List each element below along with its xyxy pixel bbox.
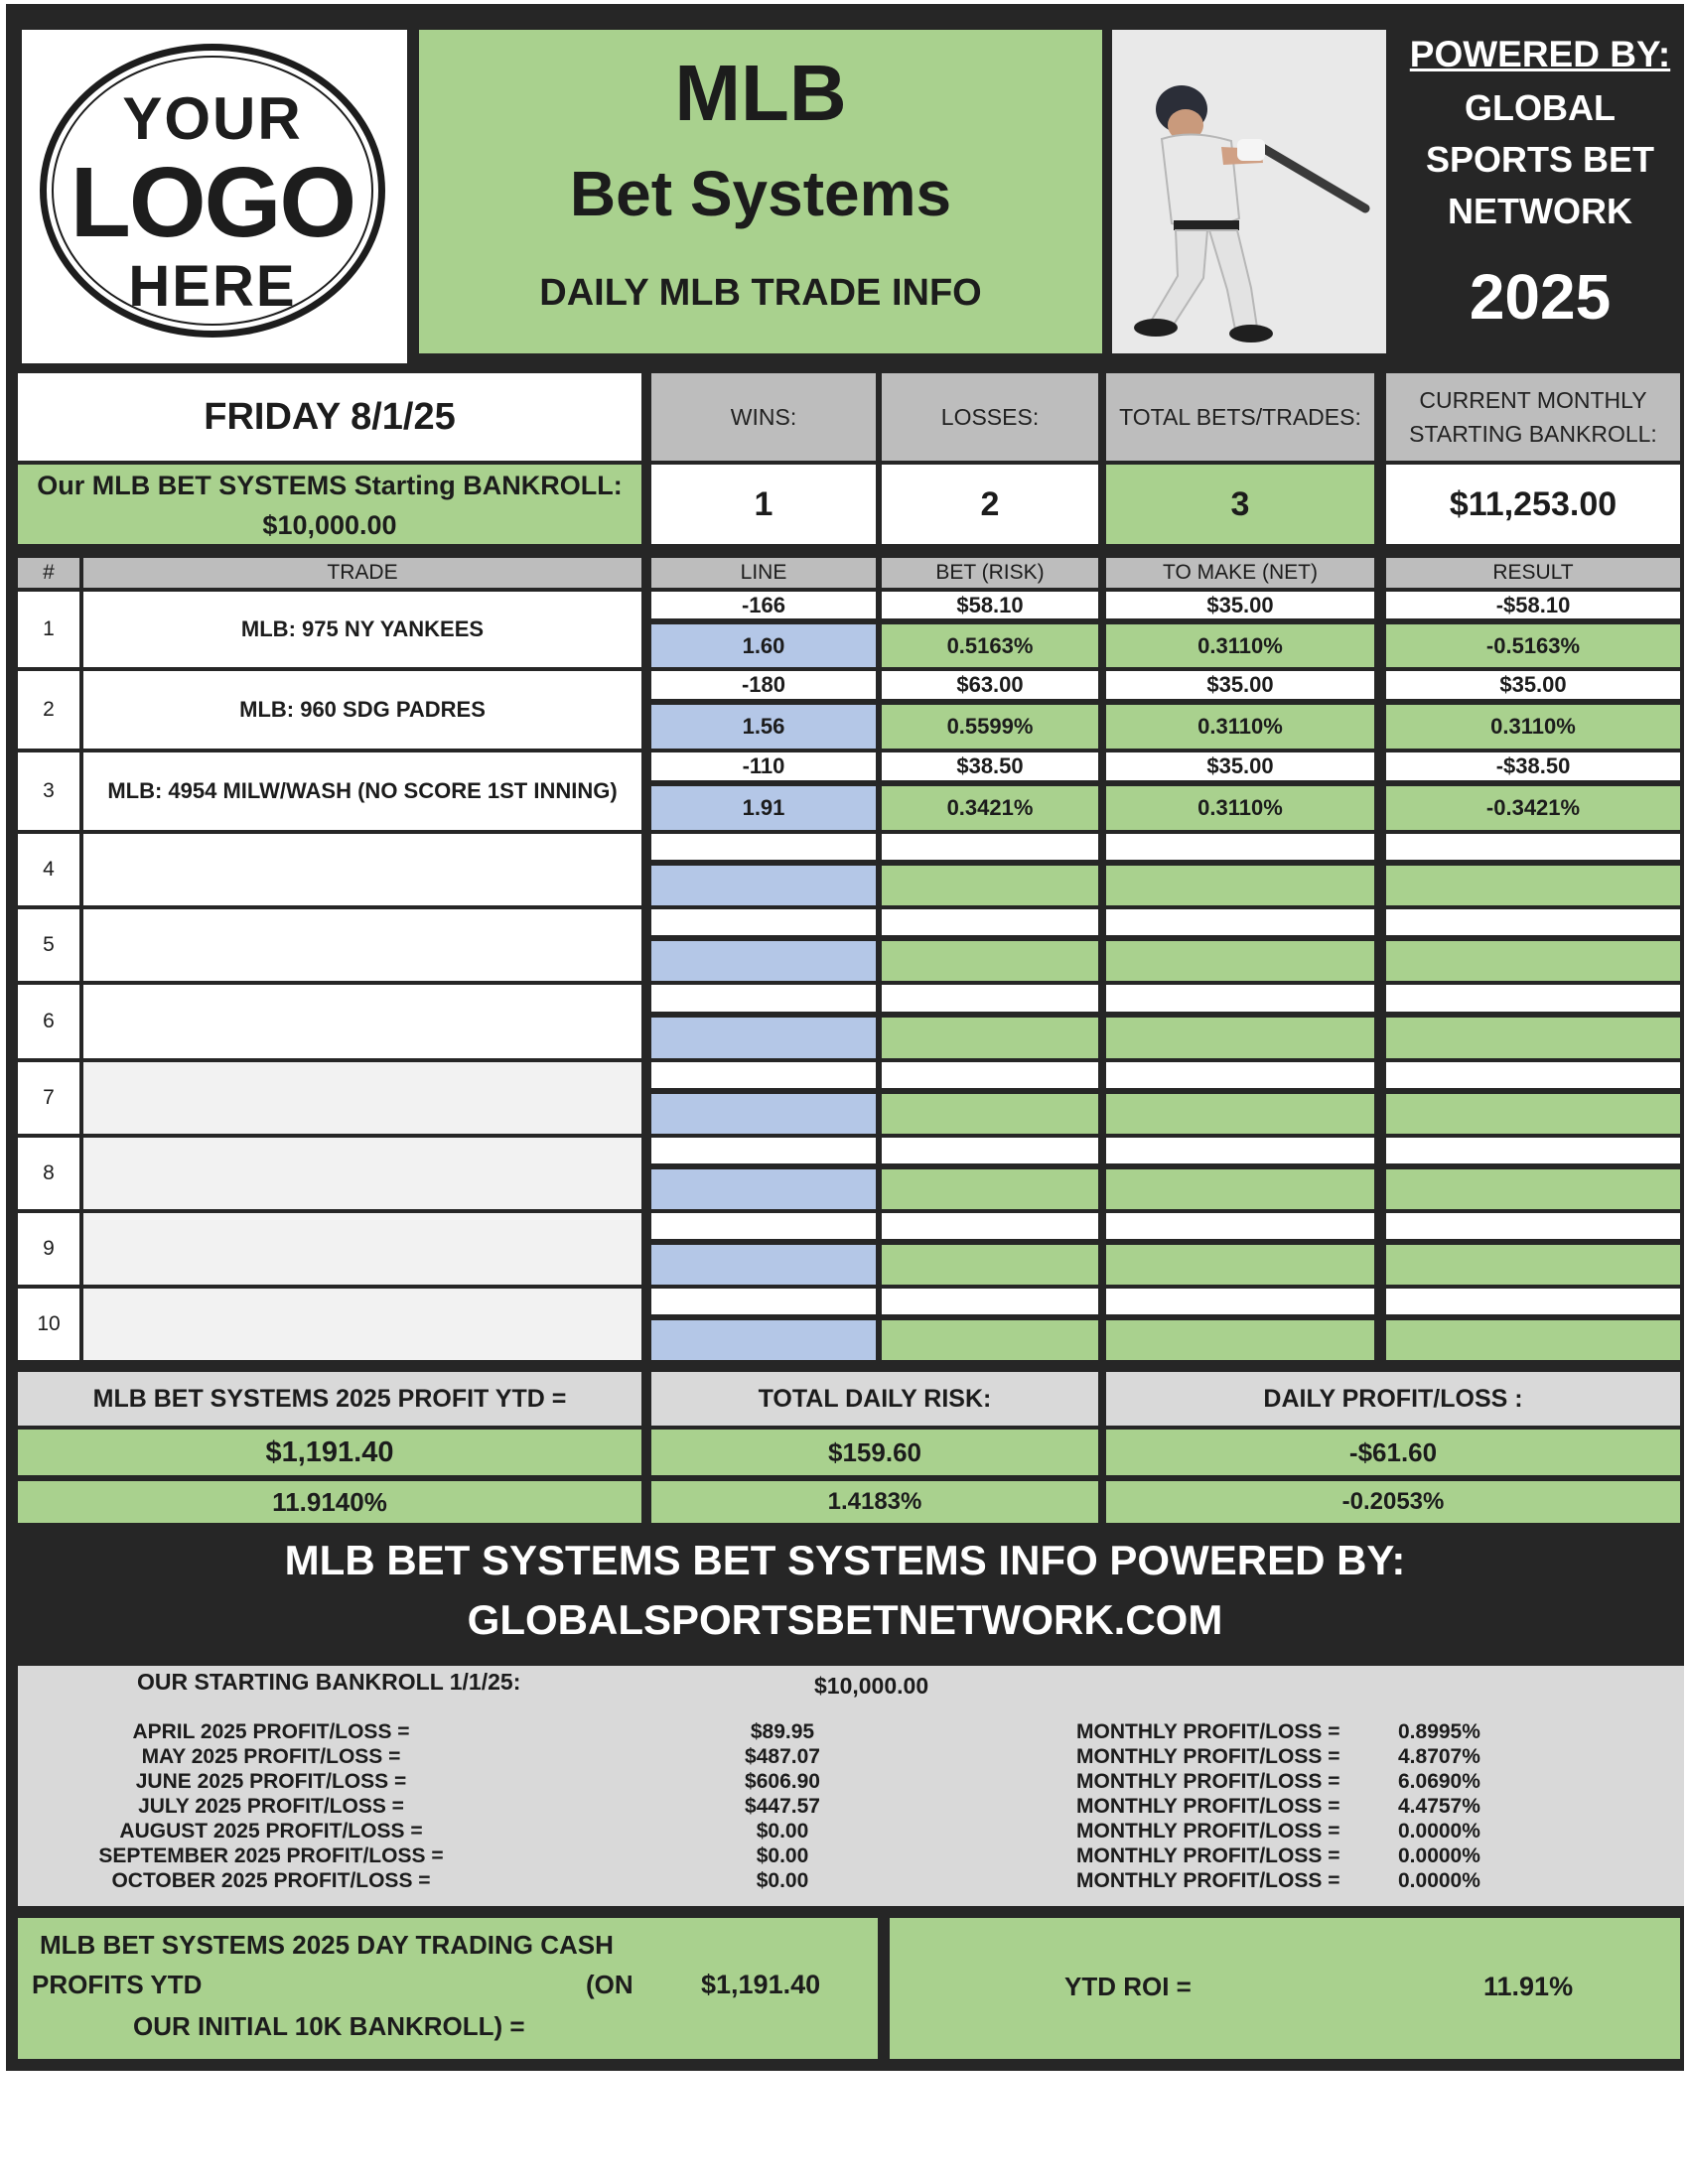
cell-decimal xyxy=(651,866,876,905)
cell-make: $35.00 xyxy=(1106,592,1374,618)
cell-bet xyxy=(882,1062,1098,1088)
cell-result xyxy=(1386,1289,1680,1314)
cell-result-pct: 0.3110% xyxy=(1386,705,1680,749)
trade-name xyxy=(83,1062,641,1134)
daily-pl-pct: -0.2053% xyxy=(1106,1481,1680,1523)
cell-make-pct xyxy=(1106,1245,1374,1285)
month-monthly-label: MONTHLY PROFIT/LOSS = xyxy=(1076,1795,1340,1818)
cell-bet-pct xyxy=(882,1169,1098,1209)
cell-line xyxy=(651,985,876,1012)
cell-result xyxy=(1386,1213,1680,1239)
month-pct: 0.0000% xyxy=(1398,1820,1480,1843)
page-tagline: DAILY MLB TRADE INFO xyxy=(539,272,982,314)
cell-bet-pct xyxy=(882,866,1098,905)
cell-result-pct: -0.3421% xyxy=(1386,786,1680,830)
month-label: AUGUST 2025 PROFIT/LOSS = xyxy=(119,1820,423,1843)
wins-value: 1 xyxy=(651,465,876,544)
month-value: $0.00 xyxy=(756,1869,809,1892)
row-number: 9 xyxy=(18,1213,79,1285)
cell-make xyxy=(1106,985,1374,1012)
date-label: FRIDAY 8/1/25 xyxy=(18,373,641,461)
cell-bet xyxy=(882,909,1098,935)
month-monthly-label: MONTHLY PROFIT/LOSS = xyxy=(1076,1820,1340,1843)
cell-line xyxy=(651,1289,876,1314)
month-monthly-label: MONTHLY PROFIT/LOSS = xyxy=(1076,1720,1340,1743)
starting-bankroll-value: $10,000.00 xyxy=(814,1673,929,1699)
month-label: JULY 2025 PROFIT/LOSS = xyxy=(138,1795,404,1818)
daily-pl-value: -$61.60 xyxy=(1106,1430,1680,1475)
cell-bet-pct xyxy=(882,1245,1098,1285)
cell-make xyxy=(1106,1062,1374,1088)
cell-make-pct xyxy=(1106,1169,1374,1209)
cell-bet: $63.00 xyxy=(882,671,1098,699)
footer-ytd-value: $1,191.40 xyxy=(701,1970,821,1999)
sheet xyxy=(6,4,1684,2071)
cell-result-pct xyxy=(1386,941,1680,981)
cell-result xyxy=(1386,1062,1680,1088)
cell-make xyxy=(1106,1213,1374,1239)
monthly-header-line-2: STARTING BANKROLL: xyxy=(1409,421,1657,447)
month-monthly-label: MONTHLY PROFIT/LOSS = xyxy=(1076,1844,1340,1867)
network-line-1: GLOBAL xyxy=(1465,87,1616,128)
cell-result-pct xyxy=(1386,1245,1680,1285)
cell-decimal xyxy=(651,1018,876,1058)
row-number: 2 xyxy=(18,671,79,749)
cell-make: $35.00 xyxy=(1106,671,1374,699)
page-title: MLB xyxy=(674,49,847,137)
cell-make-pct: 0.3110% xyxy=(1106,786,1374,830)
network-line-2: SPORTS BET xyxy=(1425,139,1655,180)
logo-circle xyxy=(40,44,385,338)
cell-make-pct: 0.3110% xyxy=(1106,705,1374,749)
table-header-result: RESULT xyxy=(1386,558,1680,588)
monthly-bankroll-value: $11,253.00 xyxy=(1386,465,1680,544)
cell-line: -180 xyxy=(651,671,876,699)
powered-by-panel xyxy=(1396,30,1684,353)
bankroll-value: $10,000.00 xyxy=(262,510,397,540)
table-header-bet: BET (RISK) xyxy=(882,558,1098,588)
cell-make-pct xyxy=(1106,866,1374,905)
cell-bet xyxy=(882,985,1098,1012)
cell-line: -166 xyxy=(651,592,876,618)
trade-name xyxy=(83,1213,641,1285)
daily-pl-label: DAILY PROFIT/LOSS : xyxy=(1106,1372,1680,1426)
cell-make-pct xyxy=(1106,941,1374,981)
cell-bet xyxy=(882,834,1098,860)
cell-line: -110 xyxy=(651,752,876,780)
table-header-num: # xyxy=(18,558,79,588)
trade-name xyxy=(83,834,641,905)
row-number: 8 xyxy=(18,1138,79,1209)
month-label: SEPTEMBER 2025 PROFIT/LOSS = xyxy=(98,1844,444,1867)
monthly-bankroll-header xyxy=(1386,373,1680,461)
monthly-header-line-1: CURRENT MONTHLY xyxy=(1419,387,1647,413)
ytd-profit-label: MLB BET SYSTEMS 2025 PROFIT YTD = xyxy=(18,1372,641,1426)
cell-result: -$38.50 xyxy=(1386,752,1680,780)
cell-bet: $58.10 xyxy=(882,592,1098,618)
cell-bet-pct: 0.3421% xyxy=(882,786,1098,830)
bankroll-label: Our MLB BET SYSTEMS Starting BANKROLL: xyxy=(37,471,623,500)
daily-risk-label: TOTAL DAILY RISK: xyxy=(651,1372,1098,1426)
month-label: APRIL 2025 PROFIT/LOSS = xyxy=(132,1720,410,1743)
month-pct: 0.8995% xyxy=(1398,1720,1480,1743)
logo-text-bottom: HERE xyxy=(128,254,297,319)
cell-decimal xyxy=(651,941,876,981)
month-value: $487.07 xyxy=(745,1745,820,1768)
bankroll-box xyxy=(18,465,641,544)
footer-label-line-2b: (ON xyxy=(586,1970,633,1999)
month-value: $606.90 xyxy=(745,1770,820,1793)
title-box xyxy=(419,30,1102,353)
cell-line xyxy=(651,1213,876,1239)
year-label: 2025 xyxy=(1469,261,1612,333)
cell-bet-pct xyxy=(882,941,1098,981)
logo-text-main: LOGO xyxy=(70,147,355,258)
month-value: $447.57 xyxy=(745,1795,820,1818)
row-number: 5 xyxy=(18,909,79,981)
month-monthly-label: MONTHLY PROFIT/LOSS = xyxy=(1076,1770,1340,1793)
cell-make-pct xyxy=(1106,1094,1374,1134)
month-pct: 6.0690% xyxy=(1398,1770,1480,1793)
cell-bet xyxy=(882,1213,1098,1239)
cell-make-pct xyxy=(1106,1018,1374,1058)
banner-line-1: MLB BET SYSTEMS BET SYSTEMS INFO POWERED BY: xyxy=(284,1537,1406,1583)
ytd-roi-value: 11.91% xyxy=(1483,1972,1574,2001)
month-label: OCTOBER 2025 PROFIT/LOSS = xyxy=(111,1869,431,1892)
cell-bet-pct xyxy=(882,1094,1098,1134)
powered-by-label: POWERED BY: xyxy=(1409,34,1671,74)
cell-decimal xyxy=(651,1320,876,1360)
cell-result-pct xyxy=(1386,866,1680,905)
table-header-trade: TRADE xyxy=(83,558,641,588)
month-value: $0.00 xyxy=(756,1820,809,1843)
cell-bet-pct: 0.5163% xyxy=(882,624,1098,667)
trade-name: MLB: 975 NY YANKEES xyxy=(83,592,641,667)
cell-bet-pct xyxy=(882,1018,1098,1058)
cell-result-pct xyxy=(1386,1169,1680,1209)
baseball-player-image xyxy=(1112,30,1386,353)
cell-decimal: 1.56 xyxy=(651,705,876,749)
footer-label-line-1: MLB BET SYSTEMS 2025 DAY TRADING CASH xyxy=(40,1930,614,1960)
cell-make-pct xyxy=(1106,1320,1374,1360)
trade-name xyxy=(83,985,641,1058)
month-pct: 4.8707% xyxy=(1398,1745,1480,1768)
row-number: 1 xyxy=(18,592,79,667)
trade-name: MLB: 960 SDG PADRES xyxy=(83,671,641,749)
ytd-roi-box xyxy=(890,1918,1680,2059)
cell-result-pct xyxy=(1386,1018,1680,1058)
month-pct: 0.0000% xyxy=(1398,1844,1480,1867)
cell-decimal xyxy=(651,1245,876,1285)
trade-name xyxy=(83,909,641,981)
footer-label-line-2a: PROFITS YTD xyxy=(32,1970,203,1999)
month-label: MAY 2025 PROFIT/LOSS = xyxy=(141,1745,401,1768)
table-header-make: TO MAKE (NET) xyxy=(1106,558,1374,588)
table-header-line: LINE xyxy=(651,558,876,588)
starting-bankroll-label: OUR STARTING BANKROLL 1/1/25: xyxy=(137,1669,521,1695)
row-number: 3 xyxy=(18,752,79,830)
cell-make xyxy=(1106,1138,1374,1163)
cell-make xyxy=(1106,834,1374,860)
trade-name xyxy=(83,1138,641,1209)
cell-bet xyxy=(882,1138,1098,1163)
daily-risk-value: $159.60 xyxy=(651,1430,1098,1475)
logo-placeholder xyxy=(22,30,407,363)
cell-bet xyxy=(882,1289,1098,1314)
cell-result xyxy=(1386,985,1680,1012)
cell-make xyxy=(1106,909,1374,935)
cell-result xyxy=(1386,834,1680,860)
ytd-profit-pct: 11.9140% xyxy=(18,1481,641,1523)
monthly-breakdown-panel xyxy=(18,1666,1684,1906)
month-pct: 0.0000% xyxy=(1398,1869,1480,1892)
trade-name xyxy=(83,1289,641,1360)
cell-result-pct xyxy=(1386,1320,1680,1360)
footer-label-line-3: OUR INITIAL 10K BANKROLL) = xyxy=(133,2011,525,2041)
daily-risk-pct: 1.4183% xyxy=(651,1481,1098,1523)
network-line-3: NETWORK xyxy=(1448,191,1632,231)
row-number: 6 xyxy=(18,985,79,1058)
row-number: 7 xyxy=(18,1062,79,1134)
month-value: $89.95 xyxy=(750,1720,815,1743)
batter-icon xyxy=(1112,30,1386,353)
month-monthly-label: MONTHLY PROFIT/LOSS = xyxy=(1076,1869,1340,1892)
row-number: 4 xyxy=(18,834,79,905)
cell-bet: $38.50 xyxy=(882,752,1098,780)
cell-result xyxy=(1386,1138,1680,1163)
losses-value: 2 xyxy=(882,465,1098,544)
cell-line xyxy=(651,1062,876,1088)
cell-result-pct: -0.5163% xyxy=(1386,624,1680,667)
cell-bet-pct xyxy=(882,1320,1098,1360)
losses-header: LOSSES: xyxy=(882,373,1098,461)
cell-result-pct xyxy=(1386,1094,1680,1134)
ytd-cash-profits-box xyxy=(18,1918,878,2059)
month-pct: 4.4757% xyxy=(1398,1795,1480,1818)
cell-bet-pct: 0.5599% xyxy=(882,705,1098,749)
cell-decimal xyxy=(651,1094,876,1134)
ytd-roi-label: YTD ROI = xyxy=(1064,1972,1192,2001)
cell-make xyxy=(1106,1289,1374,1314)
row-number: 10 xyxy=(18,1289,79,1360)
month-label: JUNE 2025 PROFIT/LOSS = xyxy=(135,1770,407,1793)
cell-make-pct: 0.3110% xyxy=(1106,624,1374,667)
cell-make: $35.00 xyxy=(1106,752,1374,780)
trade-name: MLB: 4954 MILW/WASH (NO SCORE 1ST INNING) xyxy=(83,752,641,830)
total-value: 3 xyxy=(1106,465,1374,544)
cell-decimal: 1.60 xyxy=(651,624,876,667)
cell-line xyxy=(651,909,876,935)
cell-decimal: 1.91 xyxy=(651,786,876,830)
banner-line-2: GLOBALSPORTSBETNETWORK.COM xyxy=(467,1596,1223,1643)
ytd-profit-value: $1,191.40 xyxy=(18,1430,641,1475)
wins-header: WINS: xyxy=(651,373,876,461)
cell-decimal xyxy=(651,1169,876,1209)
cell-result: $35.00 xyxy=(1386,671,1680,699)
month-value: $0.00 xyxy=(756,1844,809,1867)
logo-text-top: YOUR xyxy=(122,85,303,152)
cell-line xyxy=(651,834,876,860)
cell-line xyxy=(651,1138,876,1163)
cell-result xyxy=(1386,909,1680,935)
cell-result: -$58.10 xyxy=(1386,592,1680,618)
page-subtitle: Bet Systems xyxy=(569,158,952,229)
month-monthly-label: MONTHLY PROFIT/LOSS = xyxy=(1076,1745,1340,1768)
total-header: TOTAL BETS/TRADES: xyxy=(1106,373,1374,461)
